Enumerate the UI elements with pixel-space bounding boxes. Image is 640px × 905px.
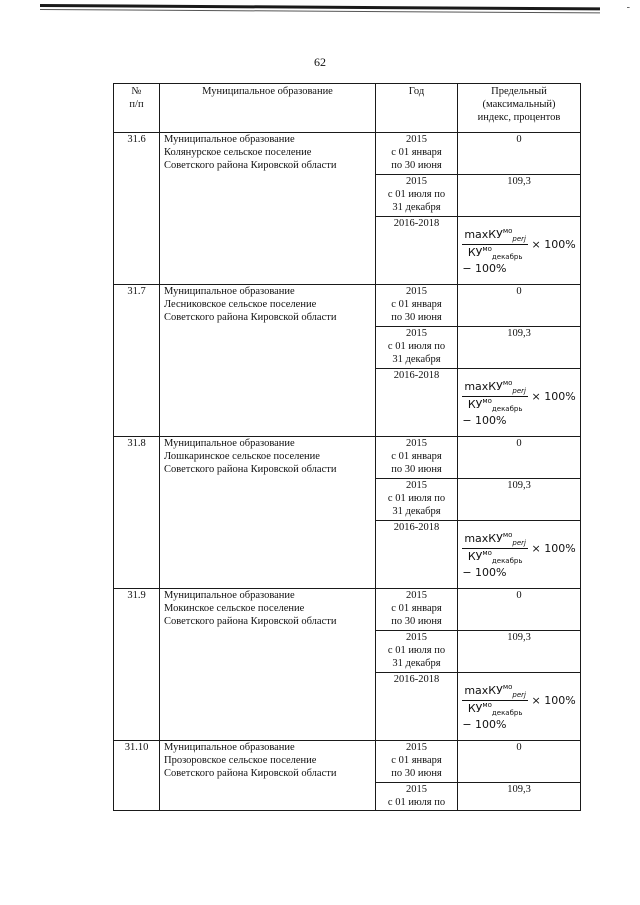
period-year: 2015 с 01 января по 30 июня — [376, 437, 458, 479]
header-municipality: Муниципальное образование — [160, 84, 376, 133]
formula-numerator: maxКУ$^{мо}_{perj}$ — [464, 227, 526, 243]
row-number: 31.10 — [114, 741, 160, 811]
formula-numerator: maxКУ$^{мо}_{perj}$ — [464, 683, 526, 699]
index-value: 0 — [458, 437, 581, 479]
formula-multiplier: × 100% — [531, 238, 576, 251]
municipality-name: Муниципальное образование Лошкаринское сельское поселение Советского района Кировской области — [160, 437, 376, 589]
index-formula — [462, 532, 575, 579]
municipality-name: Муниципальное образование Мокинское сельское поселение Советского района Кировской области — [160, 589, 376, 741]
row-number: 31.7 — [114, 285, 160, 437]
formula-multiplier: × 100% — [531, 694, 576, 707]
period-year: 2015 с 01 января по 30 июня — [376, 133, 458, 175]
table-header-row — [114, 84, 581, 133]
period-year: 2015 с 01 января по 30 июня — [376, 741, 458, 783]
formula-fraction — [462, 380, 528, 413]
period-year: 2015 с 01 июля по 31 декабря — [376, 479, 458, 521]
index-formula — [462, 684, 575, 731]
table-row — [114, 741, 581, 783]
period-year: 2016-2018 — [376, 217, 458, 285]
municipality-name: Муниципальное образование Лесниковское сельское поселение Советского района Кировской области — [160, 285, 376, 437]
row-number: 31.6 — [114, 133, 160, 285]
index-formula — [462, 228, 575, 275]
index-value: 0 — [458, 741, 581, 783]
index-formula-cell — [458, 521, 581, 589]
index-formula — [462, 380, 575, 427]
index-value: 0 — [458, 589, 581, 631]
period-year: 2016-2018 — [376, 369, 458, 437]
table-row — [114, 437, 581, 479]
index-value: 109,3 — [458, 175, 581, 217]
row-number: 31.9 — [114, 589, 160, 741]
formula-fraction — [462, 684, 528, 717]
formula-fraction — [462, 532, 528, 565]
formula-minus: − 100% — [462, 262, 507, 275]
formula-denominator: $КУ^{мо}_{декабрь}$ — [467, 245, 523, 261]
formula-multiplier: × 100% — [531, 542, 576, 555]
period-year: 2015 с 01 июля по 31 декабря — [376, 175, 458, 217]
period-year: 2015 с 01 июля по 31 декабря — [376, 631, 458, 673]
header-year: Год — [376, 84, 458, 133]
header-num: № п/п — [114, 84, 160, 133]
period-year: 2016-2018 — [376, 521, 458, 589]
period-year: 2015 с 01 января по 30 июня — [376, 589, 458, 631]
formula-minus: − 100% — [462, 414, 507, 427]
formula-minus: − 100% — [462, 566, 507, 579]
page-number: 62 — [314, 55, 326, 69]
period-year: 2015 с 01 июля по 31 декабря — [376, 327, 458, 369]
period-year: 2015 с 01 января по 30 июня — [376, 285, 458, 327]
formula-denominator: $КУ^{мо}_{декабрь}$ — [467, 397, 523, 413]
tariff-index-table — [113, 83, 581, 811]
index-value: 109,3 — [458, 479, 581, 521]
formula-denominator: $КУ^{мо}_{декабрь}$ — [467, 701, 523, 717]
header-index: Предельный (максимальный) индекс, процентов — [458, 84, 581, 133]
index-value: 109,3 — [458, 327, 581, 369]
index-value: 109,3 — [458, 783, 581, 811]
formula-denominator: $КУ^{мо}_{декабрь}$ — [467, 549, 523, 565]
index-value: 109,3 — [458, 631, 581, 673]
period-year: 2015 с 01 июля по — [376, 783, 458, 811]
formula-multiplier: × 100% — [531, 390, 576, 403]
formula-fraction — [462, 228, 528, 261]
index-formula-cell — [458, 673, 581, 741]
table-row — [114, 589, 581, 631]
index-formula-cell — [458, 217, 581, 285]
formula-numerator: maxКУ$^{мо}_{perj}$ — [464, 531, 526, 547]
formula-minus: − 100% — [462, 718, 507, 731]
municipality-name: Муниципальное образование Прозоровское сельское поселение Советского района Кировской области — [160, 741, 376, 811]
scan-mark: - — [626, 2, 630, 13]
index-value: 0 — [458, 133, 581, 175]
municipality-name: Муниципальное образование Колянурское сельское поселение Советского района Кировской области — [160, 133, 376, 285]
table-row — [114, 133, 581, 175]
table-row — [114, 285, 581, 327]
index-formula-cell — [458, 369, 581, 437]
table-body — [114, 133, 581, 811]
index-value: 0 — [458, 285, 581, 327]
period-year: 2016-2018 — [376, 673, 458, 741]
formula-numerator: maxКУ$^{мо}_{perj}$ — [464, 379, 526, 395]
row-number: 31.8 — [114, 437, 160, 589]
